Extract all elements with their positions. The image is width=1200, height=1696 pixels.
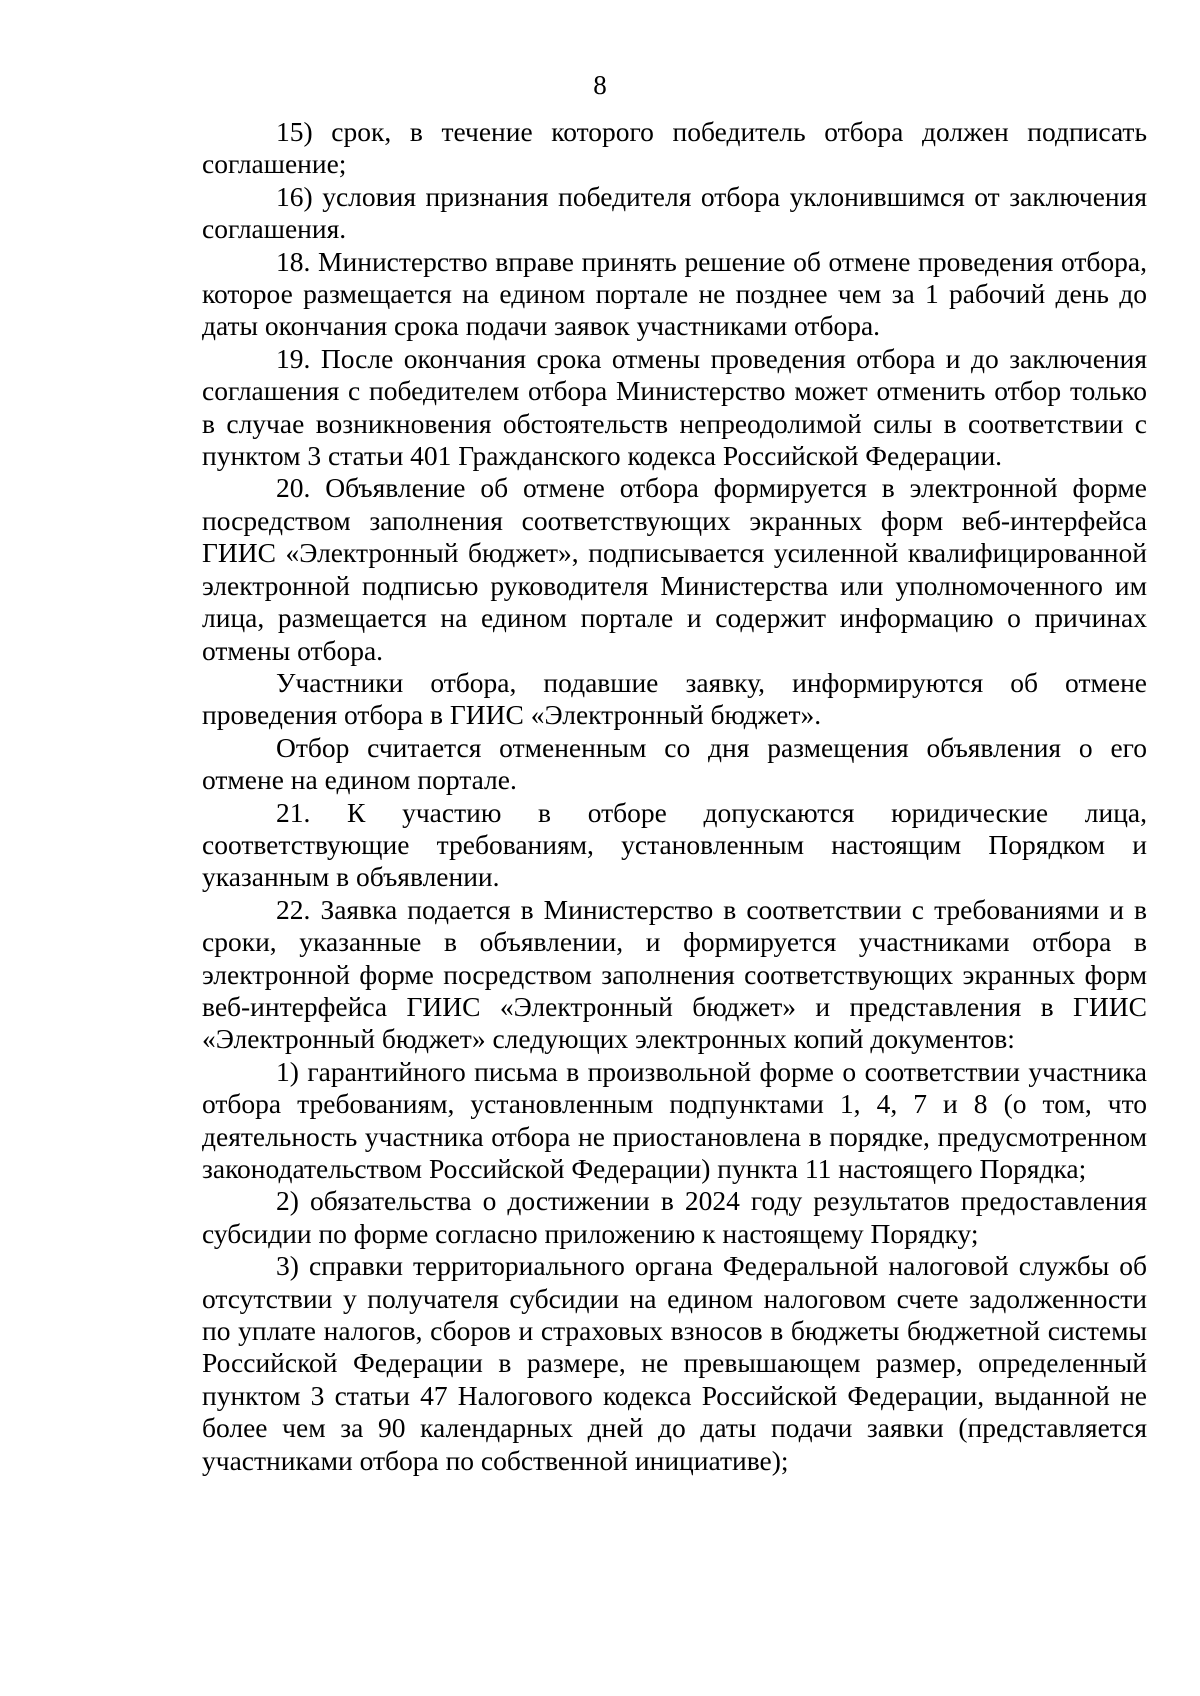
paragraph-clause-18: 18. Министерство вправе принять решение об отмене проведения отбора, которое размещается на едином портале не позднее чем за 1 рабочий день до даты окончания срока подачи заявок участниками отбора. [202, 245, 1147, 342]
paragraph-clause-22: 22. Заявка подается в Министерство в соответствии с требованиями и в сроки, указанные в объявлении, и формируется участниками отбора в электронной форме посредством заполнения соответствующих экранных форм веб-интерфейса ГИИС «Электронный бюджет» и представления в ГИИС «Электронный бюджет» следующих электронных копий документов: [202, 893, 1147, 1055]
paragraph-cancellation-date: Отбор считается отмененным со дня размещения объявления о его отмене на едином портале. [202, 731, 1147, 796]
paragraph-document-3: 3) справки территориального органа Федеральной налоговой службы об отсутствии у получателя субсидии на едином налоговом счете задолженности по уплате налогов, сборов и страховых взносов в бюджеты бюджетной системы Российской Федерации в размере, не превышающем размер, определенный пунктом 3 статьи 47 Налогового кодекса Российской Федерации, выданной не более чем за 90 календарных дней до даты подачи заявки (представляется участниками отбора по собственной инициативе); [202, 1250, 1147, 1476]
page-number: 8 [593, 70, 607, 100]
paragraph-document-2: 2) обязательства о достижении в 2024 году результатов предоставления субсидии по форме согласно приложению к настоящему Порядку; [202, 1185, 1147, 1249]
document-body [202, 116, 1147, 1477]
paragraph-clause-20: 20. Объявление об отмене отбора формируется в электронной форме посредством заполнения соответствующих экранных форм веб-интерфейса ГИИС «Электронный бюджет», подписывается усиленной квалифицированной электронной подписью руководителя Министерства или уполномоченного им лица, размещается на едином портале и содержит информацию о причинах отмены отбора. [202, 472, 1147, 666]
paragraph-document-1: 1) гарантийного письма в произвольной форме о соответствии участника отбора требованиям, установленным подпунктами 1, 4, 7 и 8 (о том, что деятельность участника отбора не приостановлена в порядке, предусмотренном законодательством Российской Федерации) пункта 11 настоящего Порядка; [202, 1055, 1147, 1184]
paragraph-clause-19: 19. После окончания срока отмены проведения отбора и до заключения соглашения с победителем отбора Министерство может отменить отбор только в случае возникновения обстоятельств непреодолимой силы в соответствии с пунктом 3 статьи 401 Гражданского кодекса Российской Федерации. [202, 342, 1147, 472]
paragraph-clause-21: 21. К участию в отборе допускаются юридические лица, соответствующие требованиям, установленным настоящим Порядком и указанным в объявлении. [202, 796, 1147, 893]
paragraph-item-16: 16) условия признания победителя отбора уклонившимся от заключения соглашения. [202, 180, 1147, 245]
paragraph-item-15: 15) срок, в течение которого победитель отбора должен подписать соглашение; [202, 116, 1147, 180]
paragraph-participants-notice: Участники отбора, подавшие заявку, информируются об отмене проведения отбора в ГИИС «Электронный бюджет». [202, 666, 1147, 731]
